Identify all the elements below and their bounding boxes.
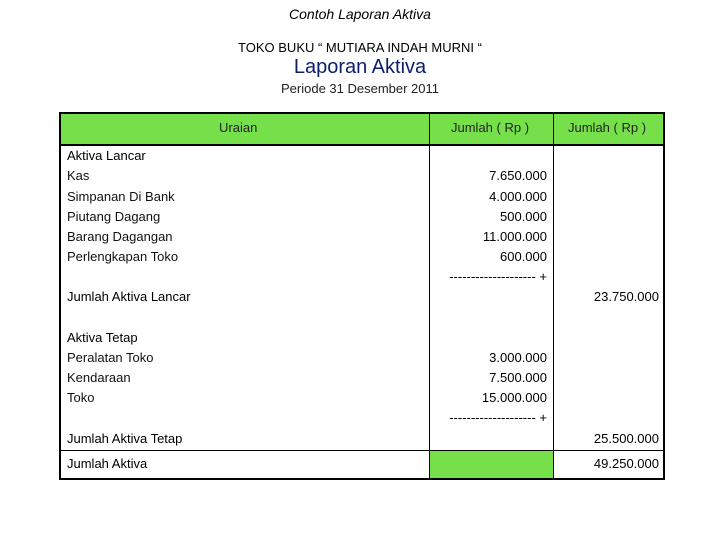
sum-line: -------------------- + xyxy=(449,410,547,425)
list-item-label: Kas xyxy=(67,168,90,183)
section-heading-current-assets: Aktiva Lancar xyxy=(67,148,146,163)
sum-line: -------------------- + xyxy=(449,269,547,284)
list-item-amount: 3.000.000 xyxy=(489,350,547,365)
list-item-amount: 4.000.000 xyxy=(489,189,547,204)
list-item-label: Simpanan Di Bank xyxy=(67,189,175,204)
grand-total-divider xyxy=(61,450,663,451)
total-current-assets: 23.750.000 xyxy=(593,289,659,304)
column-divider xyxy=(553,114,554,478)
asset-report-table xyxy=(59,112,665,480)
list-item-amount: 500.000 xyxy=(500,209,547,224)
grand-total-value: 49.250.000 xyxy=(593,456,659,471)
list-item-label: Piutang Dagang xyxy=(67,209,161,224)
header-jumlah-2: Jumlah ( Rp ) xyxy=(568,120,647,135)
slide-title: Contoh Laporan Aktiva xyxy=(289,6,431,22)
list-item-amount: 11.000.000 xyxy=(482,229,547,244)
report-period: Periode 31 Desember 2011 xyxy=(280,81,440,96)
grand-total-amount-cell xyxy=(429,451,553,478)
list-item-label: Peralatan Toko xyxy=(67,350,154,365)
report-title: Laporan Aktiva xyxy=(293,56,427,78)
header-uraian: Uraian xyxy=(219,120,258,135)
total-label-current-assets: Jumlah Aktiva Lancar xyxy=(67,289,191,304)
section-heading-fixed-assets: Aktiva Tetap xyxy=(67,330,138,345)
header-jumlah-1: Jumlah ( Rp ) xyxy=(451,120,530,135)
list-item-amount: 7.650.000 xyxy=(489,168,547,183)
list-item-amount: 7.500.000 xyxy=(489,370,547,385)
list-item-label: Barang Dagangan xyxy=(67,229,173,244)
grand-total-label: Jumlah Aktiva xyxy=(67,456,148,471)
total-label-fixed-assets: Jumlah Aktiva Tetap xyxy=(67,431,183,446)
shop-name: TOKO BUKU “ MUTIARA INDAH MURNI “ xyxy=(238,40,482,55)
column-divider xyxy=(429,114,430,478)
total-fixed-assets: 25.500.000 xyxy=(593,431,659,446)
list-item-label: Perlengkapan Toko xyxy=(67,249,179,264)
list-item-amount: 600.000 xyxy=(500,249,547,264)
list-item-amount: 15.000.000 xyxy=(481,390,547,405)
list-item-label: Toko xyxy=(67,390,95,405)
list-item-label: Kendaraan xyxy=(67,370,131,385)
